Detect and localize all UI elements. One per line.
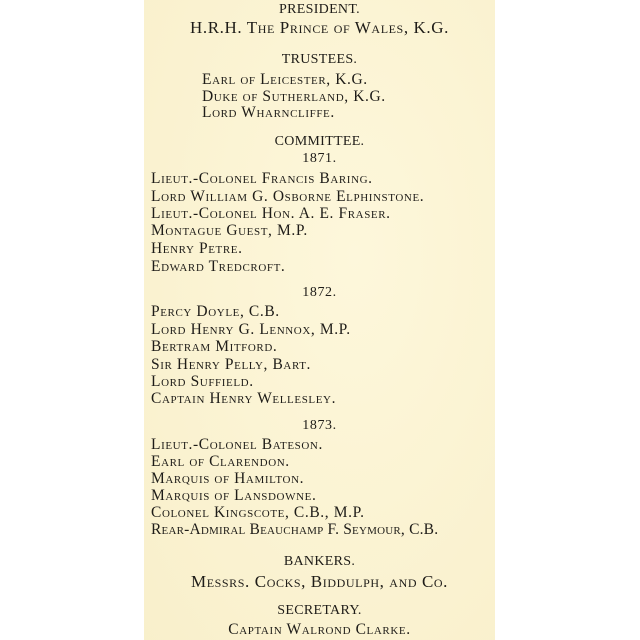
secretary-name: Captain Walrond Clarke. (228, 621, 411, 638)
committee-member: Colonel Kingscote, C.B., M.P. (151, 504, 365, 521)
committee-member: Rear-Admiral Beauchamp F. Seymour, C.B. (151, 521, 439, 538)
committee-year-1872: 1872. (302, 285, 337, 300)
committee-member: Henry Petre. (151, 240, 243, 257)
section-heading-trustees: TRUSTEES. (281, 52, 358, 67)
committee-member: Marquis of Lansdowne. (151, 487, 317, 504)
committee-member: Lord William G. Osborne Elphinstone. (151, 188, 425, 205)
committee-member: Sir Henry Pelly, Bart. (151, 356, 312, 373)
trustee-name: Duke of Sutherland, K.G. (202, 88, 386, 105)
committee-member: Montague Guest, M.P. (151, 222, 308, 239)
section-heading-president: PRESIDENT. (279, 2, 360, 17)
committee-member: Captain Henry Wellesley. (151, 390, 337, 407)
president-name: H.R.H. The Prince of Wales, K.G. (189, 18, 449, 37)
printed-page (144, 0, 495, 640)
trustee-name: Earl of Leicester, K.G. (202, 71, 368, 88)
committee-member: Earl of Clarendon. (151, 453, 290, 470)
committee-member: Lieut.-Colonel Hon. A. E. Fraser. (151, 205, 391, 222)
section-heading-committee: COMMITTEE. (274, 134, 365, 149)
section-heading-secretary: SECRETARY. (277, 603, 362, 618)
trustee-name: Lord Wharncliffe. (202, 104, 335, 121)
committee-year-1871: 1871. (302, 151, 337, 166)
committee-member: Lord Henry G. Lennox, M.P. (151, 321, 351, 338)
committee-member: Lieut.-Colonel Francis Baring. (151, 170, 373, 187)
bankers-name: Messrs. Cocks, Biddulph, and Co. (190, 572, 449, 591)
committee-member: Bertram Mitford. (151, 338, 278, 355)
committee-member: Lieut.-Colonel Bateson. (151, 436, 323, 453)
section-heading-bankers: BANKERS. (283, 554, 356, 569)
committee-member: Marquis of Hamilton. (151, 470, 305, 487)
committee-member: Edward Tredcroft. (151, 258, 286, 275)
committee-member: Percy Doyle, C.B. (151, 303, 280, 320)
committee-year-1873: 1873. (302, 418, 337, 433)
committee-member: Lord Suffield. (151, 373, 254, 390)
